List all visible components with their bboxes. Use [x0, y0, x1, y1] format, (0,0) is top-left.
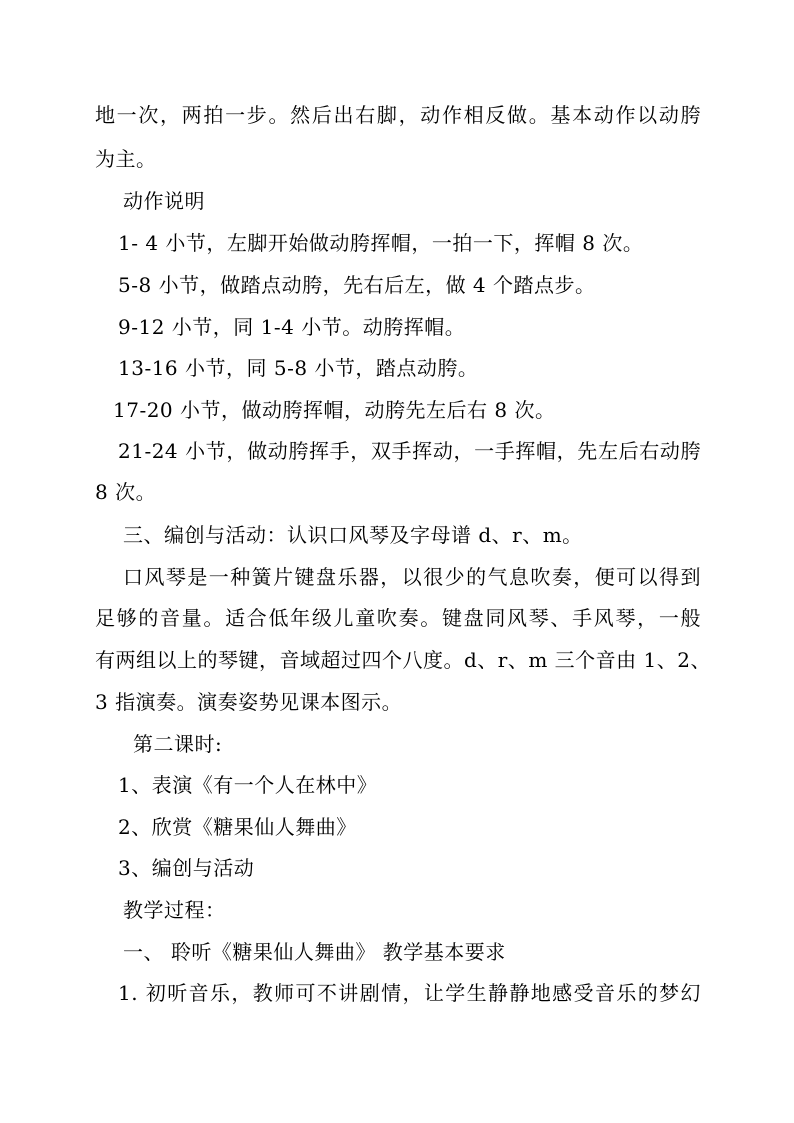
paragraph-line: 地一次，两拍一步。然后出右脚，动作相反做。基本动作以动胯	[95, 103, 701, 127]
section-heading: 教学过程：	[123, 898, 226, 922]
section-heading: 动作说明	[123, 189, 205, 213]
section-heading: 三、编创与活动：认识口风琴及字母谱 d、r、m。	[123, 523, 583, 547]
list-item: 17-20 小节，做动胯挥帽，动胯先左后右 8 次。	[113, 398, 556, 422]
paragraph-line: 足够的音量。适合低年级儿童吹奏。键盘同风琴、手风琴，一般	[95, 606, 701, 630]
list-item: 3、编创与活动	[118, 856, 255, 880]
list-item-continuation: 8 次。	[95, 480, 157, 504]
paragraph-line: 有两组以上的琴键，音域超过四个八度。d、r、m 三个音由 1、2、	[95, 648, 711, 672]
list-item: 1、表演《有一个人在林中》	[118, 773, 378, 797]
paragraph-line: 3 指演奏。演奏姿势见课本图示。	[95, 690, 403, 714]
paragraph-line: 1. 初听音乐，教师可不讲剧情，让学生静静地感受音乐的梦幻	[118, 981, 701, 1005]
lesson-heading: 第二课时:	[133, 732, 223, 756]
paragraph-line: 口风琴是一种簧片键盘乐器，以很少的气息吹奏，便可以得到	[123, 565, 701, 589]
section-heading: 一、 聆听《糖果仙人舞曲》 教学基本要求	[123, 940, 506, 964]
list-item: 2、欣赏《糖果仙人舞曲》	[118, 815, 357, 839]
list-item: 9-12 小节，同 1-4 小节。动胯挥帽。	[118, 315, 466, 339]
list-item: 13-16 小节，同 5-8 小节，踏点动胯。	[118, 356, 479, 380]
list-item: 5-8 小节，做踏点动胯，先右后左，做 4 个踏点步。	[118, 273, 596, 297]
list-item: 1- 4 小节，左脚开始做动胯挥帽，一拍一下，挥帽 8 次。	[118, 231, 644, 255]
list-item: 21-24 小节，做动胯挥手，双手挥动，一手挥帽，先左后右动胯	[118, 439, 701, 463]
paragraph-line: 为主。	[95, 147, 157, 171]
